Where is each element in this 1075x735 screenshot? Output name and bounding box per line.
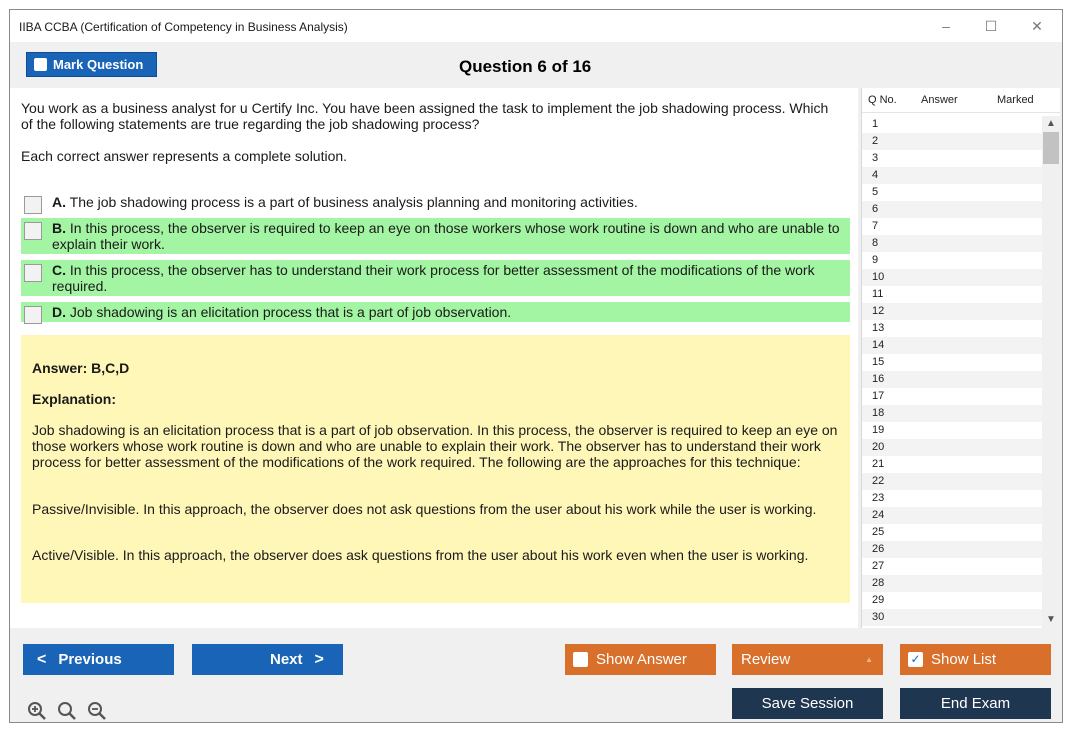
- question-list-row[interactable]: 24: [862, 507, 1042, 524]
- option-b[interactable]: [21, 218, 850, 254]
- question-list-row[interactable]: 30: [862, 609, 1042, 626]
- question-list-row[interactable]: 17: [872, 390, 885, 402]
- question-list-row[interactable]: 10: [862, 269, 1042, 286]
- chevron-right-icon: >: [314, 650, 324, 668]
- question-list-row[interactable]: 1: [872, 118, 879, 130]
- question-list-row[interactable]: 18: [862, 405, 1042, 422]
- question-list-row[interactable]: 4: [862, 167, 1042, 184]
- option-b-letter: B.: [52, 220, 66, 236]
- next-button[interactable]: [192, 644, 343, 675]
- option-a[interactable]: [21, 192, 850, 212]
- bottom-bar: [10, 628, 1062, 723]
- question-text: You work as a business analyst for u Certify Inc. You have been assigned the task to implement the job shadowing process. Which of the following statements are true regarding the job shadowing process?: [21, 100, 829, 132]
- save-session-label: Save Session: [761, 695, 854, 712]
- option-c-checkbox[interactable]: [24, 264, 42, 282]
- question-list-panel: [861, 88, 1060, 628]
- window-title: IIBA CCBA (Certification of Competency in Business Analysis): [19, 20, 348, 34]
- option-c-text: In this process, the observer has to understand their work process for better assessment of the modifications of the work required.: [52, 262, 815, 294]
- option-a-letter: A.: [52, 194, 66, 210]
- question-list-row[interactable]: 27: [872, 560, 885, 572]
- show-list-label: Show List: [931, 651, 997, 668]
- checkbox-icon: [573, 652, 588, 667]
- zoom-out-icon[interactable]: [87, 701, 107, 721]
- zoom-reset-icon[interactable]: [57, 701, 77, 721]
- question-list-row[interactable]: 21: [872, 458, 885, 470]
- question-list-row[interactable]: 20: [862, 439, 1042, 456]
- top-bar: [10, 42, 1062, 88]
- explanation-paragraph: Passive/Invisible. In this approach, the observer does not ask questions from the user about his work while the user is working.: [32, 501, 817, 517]
- app-window: [9, 9, 1063, 723]
- explanation-paragraph: Job shadowing is an elicitation process that is a part of job observation. In this process, the observer is required to keep an eye on those workers whose work routine is down and who are unable to explain their work. The observer has to understand their work process for better assessment of the modifications of the work required. The following are the approaches for this technique:: [32, 422, 838, 470]
- answer-line: Answer: B,C,D: [32, 360, 130, 376]
- qno-column-header: Q No.: [868, 94, 897, 106]
- checked-checkbox-icon: ✓: [908, 652, 923, 667]
- review-button[interactable]: [732, 644, 883, 675]
- zoom-in-icon[interactable]: [27, 701, 47, 721]
- show-answer-label: Show Answer: [596, 651, 687, 668]
- question-list-row[interactable]: 13: [872, 322, 885, 334]
- option-a-text: The job shadowing process is a part of business analysis planning and monitoring activities.: [69, 194, 638, 210]
- question-list-row[interactable]: 14: [862, 337, 1042, 354]
- question-list-row[interactable]: 19: [872, 424, 885, 436]
- question-list-row[interactable]: 26: [862, 541, 1042, 558]
- question-list-row[interactable]: 25: [872, 526, 885, 538]
- question-list-scrollbar[interactable]: [1042, 116, 1060, 628]
- question-list-row[interactable]: 12: [862, 303, 1042, 320]
- close-button[interactable]: ✕: [1031, 17, 1043, 34]
- question-list-row[interactable]: 6: [862, 201, 1042, 218]
- marked-column-header: Marked: [997, 94, 1034, 106]
- question-list-row[interactable]: 11: [872, 288, 884, 300]
- question-list: [862, 116, 1042, 626]
- explanation-heading: Explanation:: [32, 391, 117, 407]
- option-d-text: Job shadowing is an elicitation process that is a part of job observation.: [69, 304, 512, 320]
- question-list-row[interactable]: 29: [872, 594, 885, 606]
- question-list-row[interactable]: 9: [872, 254, 879, 266]
- option-d[interactable]: [21, 302, 850, 322]
- mark-question-button[interactable]: [26, 52, 157, 77]
- question-list-header: [862, 88, 1060, 113]
- question-list-row[interactable]: 23: [872, 492, 885, 504]
- previous-button[interactable]: [23, 644, 174, 675]
- question-area: [10, 88, 858, 628]
- scroll-up-icon[interactable]: ▲: [1046, 118, 1056, 129]
- previous-label: Previous: [58, 651, 122, 668]
- scroll-down-icon[interactable]: ▼: [1046, 614, 1056, 625]
- minimize-button[interactable]: –: [942, 18, 950, 34]
- dropdown-arrow-icon: ▲: [865, 655, 873, 664]
- question-list-row[interactable]: 5: [872, 186, 879, 198]
- maximize-button[interactable]: ☐: [984, 17, 998, 34]
- question-list-row[interactable]: 3: [872, 152, 879, 164]
- question-list-row[interactable]: 8: [862, 235, 1042, 252]
- show-answer-button[interactable]: [565, 644, 716, 675]
- answer-panel: [21, 335, 850, 603]
- option-b-checkbox[interactable]: [24, 222, 42, 240]
- option-b-text: In this process, the observer is required to keep an eye on those workers whose work routine is down and who are unable to explain their work.: [52, 220, 840, 252]
- chevron-left-icon: <: [37, 650, 47, 668]
- explanation-paragraph: Active/Visible. In this approach, the observer does ask questions from the user about his work even when the user is working.: [32, 547, 809, 563]
- question-list-row[interactable]: 2: [862, 133, 1042, 150]
- question-instruction: Each correct answer represents a complete solution.: [21, 148, 348, 164]
- review-label: Review: [741, 651, 791, 668]
- next-label: Next: [270, 651, 303, 668]
- checkbox-icon: [34, 58, 47, 71]
- question-counter: Question 6 of 16: [459, 57, 592, 76]
- show-list-button[interactable]: [900, 644, 1051, 675]
- question-list-row[interactable]: 28: [862, 575, 1042, 592]
- option-d-letter: D.: [52, 304, 66, 320]
- option-d-checkbox[interactable]: [24, 306, 42, 324]
- question-list-row[interactable]: 22: [862, 473, 1042, 490]
- mark-question-label: Mark Question: [53, 57, 144, 72]
- scroll-thumb[interactable]: [1043, 132, 1059, 164]
- question-list-row[interactable]: 7: [872, 220, 879, 232]
- save-session-button[interactable]: [732, 688, 883, 719]
- option-c[interactable]: [21, 260, 850, 296]
- end-exam-label: End Exam: [940, 695, 1011, 712]
- title-bar: [10, 10, 1062, 42]
- option-c-letter: C.: [52, 262, 66, 278]
- end-exam-button[interactable]: [900, 688, 1051, 719]
- option-a-checkbox[interactable]: [24, 196, 42, 214]
- question-list-row[interactable]: 15: [872, 356, 885, 368]
- question-list-row[interactable]: 16: [862, 371, 1042, 388]
- answer-column-header: Answer: [921, 94, 958, 106]
